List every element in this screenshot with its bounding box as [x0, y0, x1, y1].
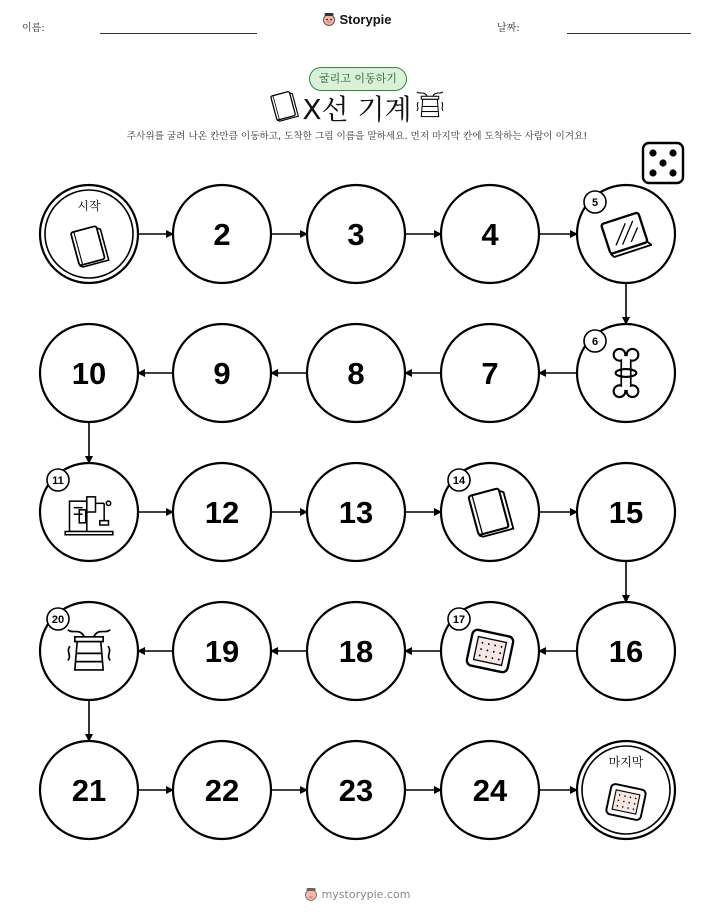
cell-number-badge-text: 5	[591, 197, 599, 209]
board-cell-7	[441, 324, 539, 422]
cell-number: 15	[608, 495, 644, 530]
board-cell-18	[307, 602, 405, 700]
finish-label: 마지막	[608, 755, 644, 769]
board-cell-21	[40, 741, 138, 839]
title-jar-icon	[417, 92, 443, 117]
cell-number: 24	[472, 773, 508, 808]
board-cell-20	[40, 602, 138, 700]
dice-icon	[643, 143, 683, 183]
board-cell-19	[173, 602, 271, 700]
board-cell-4	[441, 185, 539, 283]
cell-number: 16	[608, 634, 644, 669]
film-tray-icon	[466, 629, 514, 673]
start-label: 시작	[77, 199, 101, 213]
brand-name: Storypie	[339, 12, 392, 27]
game-type-tag: 굴리고 이동하기	[309, 67, 407, 91]
board-cell-3	[307, 185, 405, 283]
board-cell-24	[441, 741, 539, 839]
board-cell-1	[40, 185, 138, 283]
cell-number: 9	[213, 356, 231, 391]
film-tray-icon	[606, 783, 647, 820]
cell-number: 4	[481, 217, 499, 252]
cell-number: 18	[338, 634, 374, 669]
board-cell-9	[173, 324, 271, 422]
footer-site: mystorypie.com	[321, 888, 411, 901]
board-cell-11	[40, 463, 138, 561]
cell-number: 19	[204, 634, 240, 669]
name-label: 이름:	[22, 23, 45, 34]
footer	[0, 887, 714, 901]
cell-number: 8	[347, 356, 365, 391]
cell-number-badge-text: 11	[52, 475, 64, 487]
cell-number: 2	[213, 217, 231, 252]
title-book-icon	[271, 91, 299, 122]
cell-number: 23	[338, 773, 374, 808]
board-cell-8	[307, 324, 405, 422]
board-cell-16	[577, 602, 675, 700]
cell-number-badge-text: 14	[452, 475, 466, 487]
cell-number-badge-text: 17	[452, 614, 466, 626]
board-cell-2	[173, 185, 271, 283]
cell-number: 7	[481, 356, 499, 391]
board-cell-6	[577, 324, 675, 422]
title-text: X선 기계	[302, 93, 412, 126]
cell-number: 21	[71, 773, 107, 808]
cell-number: 12	[204, 495, 240, 530]
date-label: 날짜:	[497, 23, 520, 34]
board-cell-23	[307, 741, 405, 839]
board-cell-13	[307, 463, 405, 561]
cell-number: 10	[71, 356, 107, 391]
board-cell-14	[441, 463, 539, 561]
board-cell-15	[577, 463, 675, 561]
board-cell-25	[577, 741, 675, 839]
board-cell-10	[40, 324, 138, 422]
board-cell-5	[577, 185, 675, 283]
cell-number: 22	[204, 773, 240, 808]
cell-number: 13	[338, 495, 374, 530]
board-cell-12	[173, 463, 271, 561]
footer-pig-icon	[304, 887, 318, 901]
cell-number-badge-text: 6	[591, 336, 599, 348]
board-cell-17	[441, 602, 539, 700]
cell-number: 3	[347, 217, 365, 252]
board-cells	[40, 185, 675, 839]
instructions: 주사위를 굴려 나온 칸만큼 이동하고, 도착한 그림 이름을 말하세요. 먼저 마지막 칸에 도착하는 사람이 이겨요!	[126, 131, 588, 142]
cell-number-badge-text: 20	[51, 614, 65, 626]
board-cell-22	[173, 741, 271, 839]
